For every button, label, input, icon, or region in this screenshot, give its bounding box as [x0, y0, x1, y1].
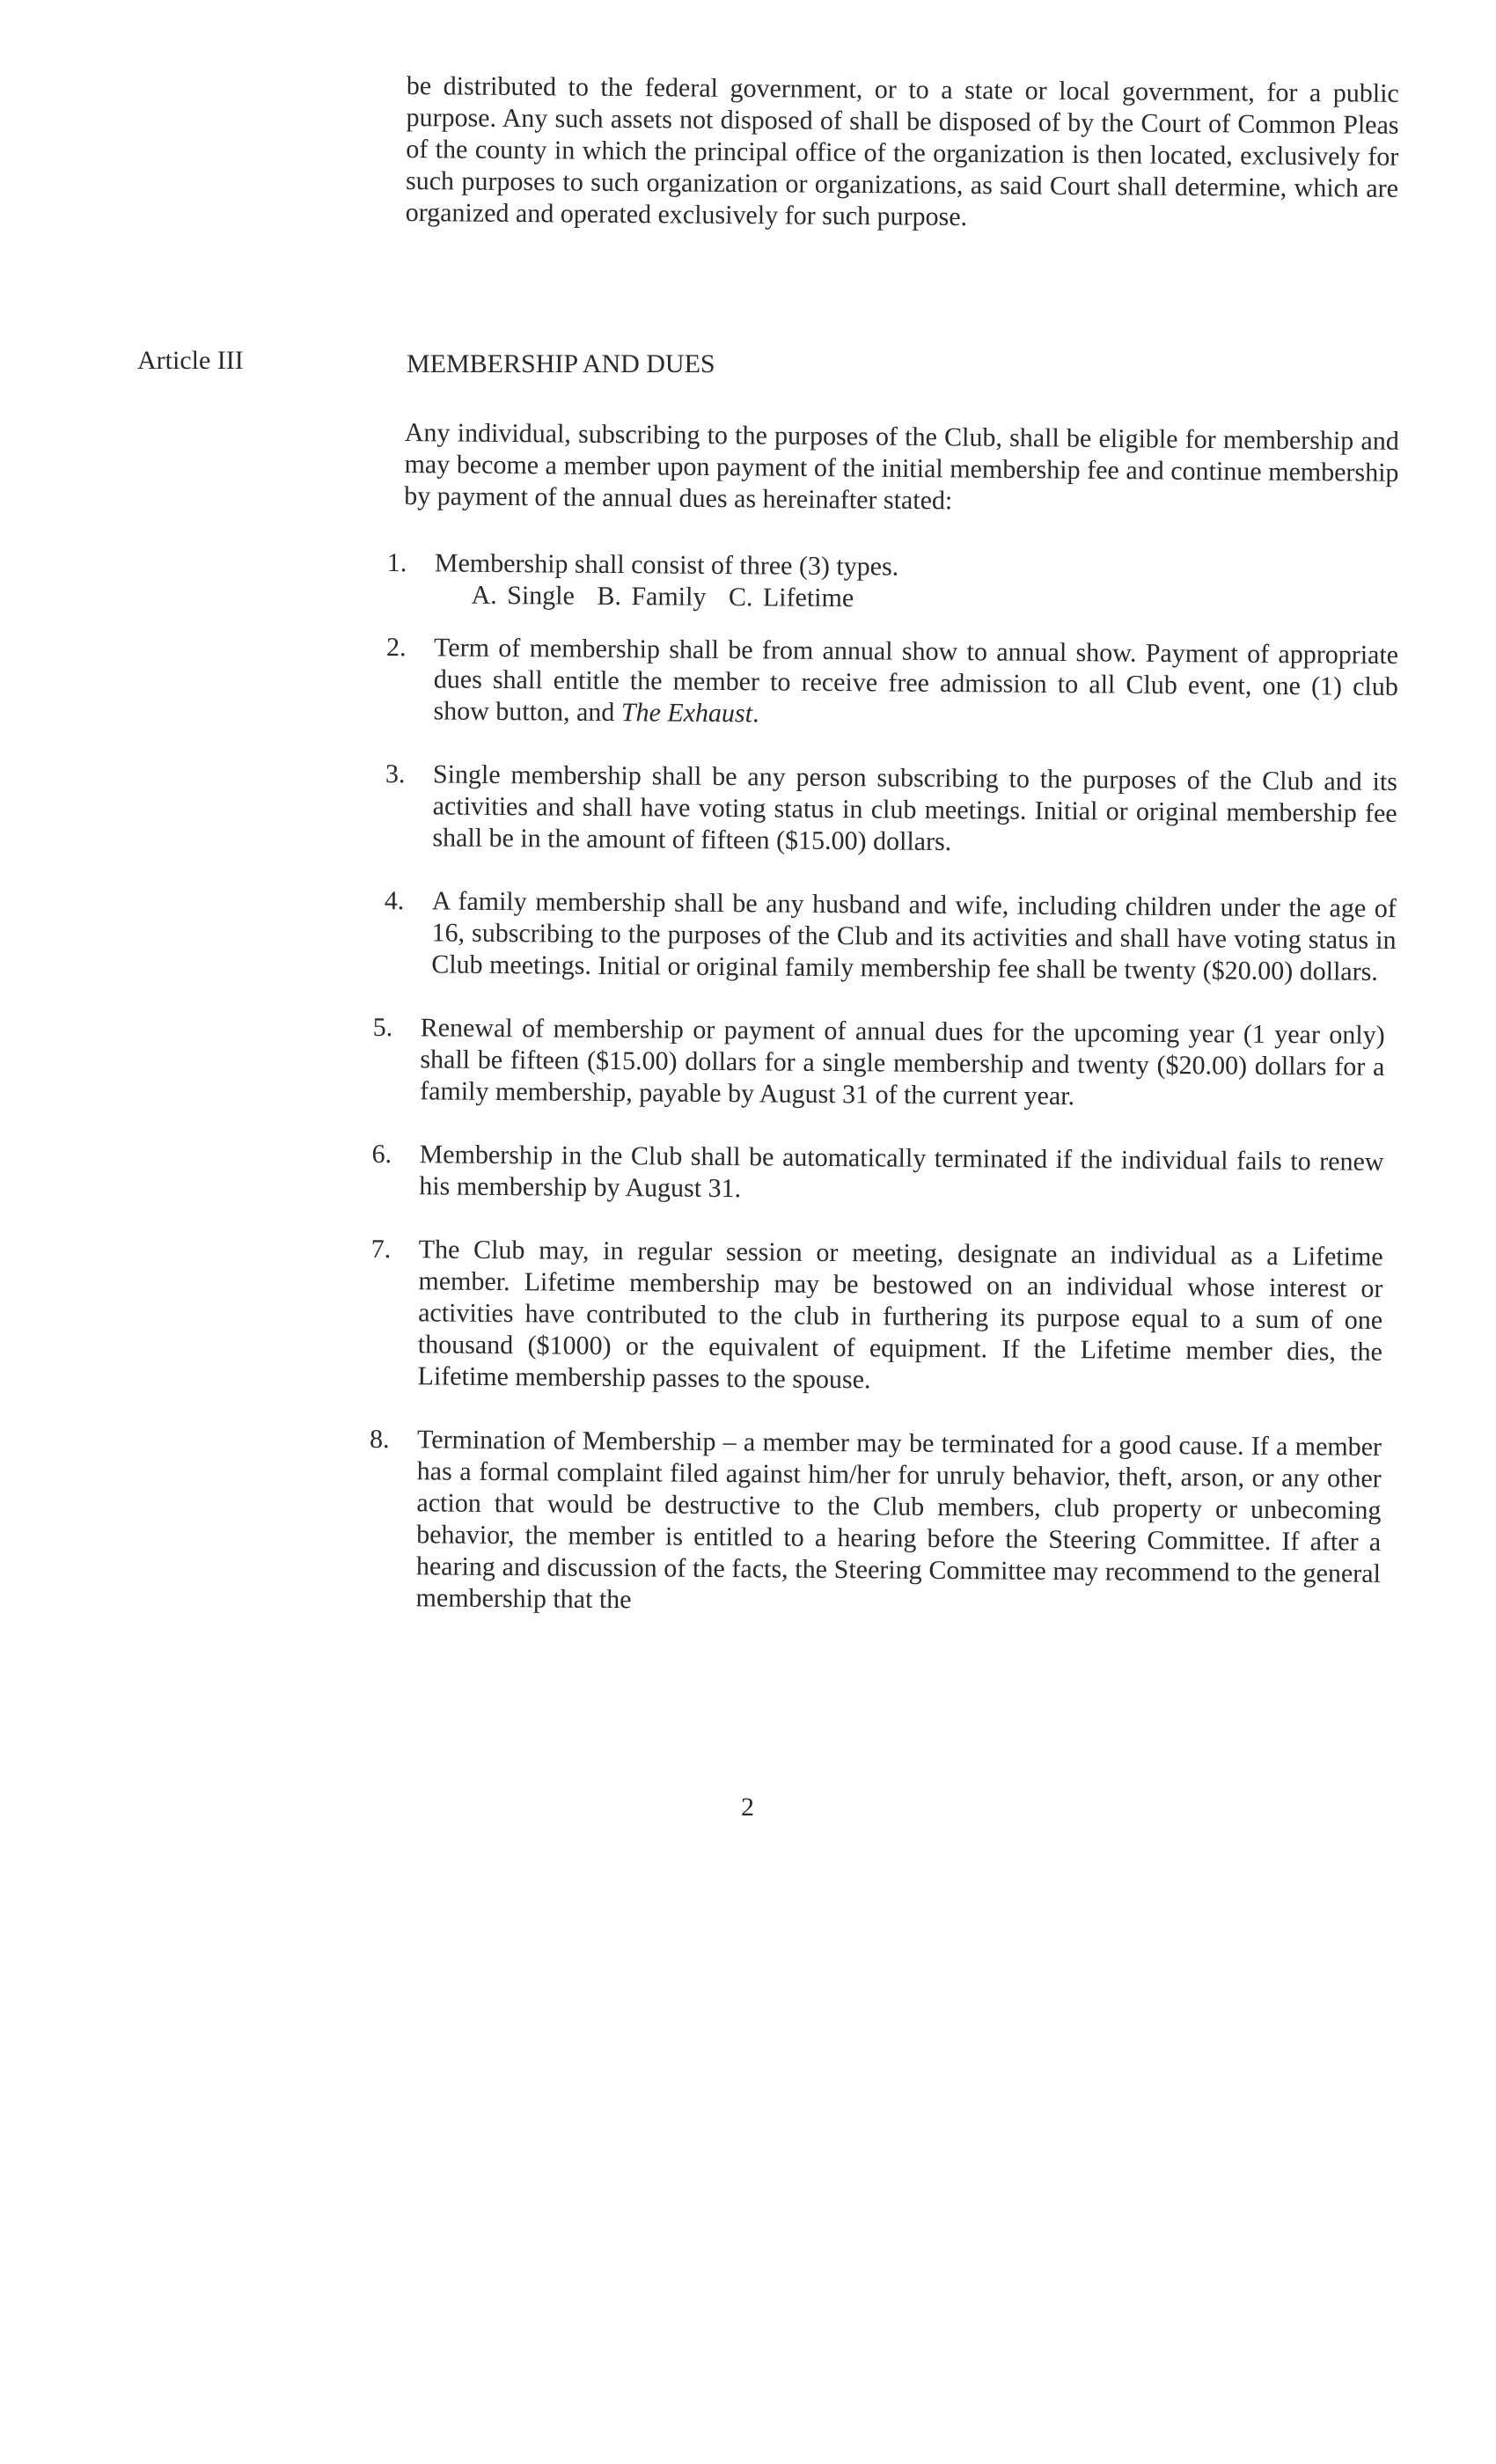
- membership-types: [434, 579, 1398, 619]
- list-item-number: 1.: [386, 547, 407, 578]
- intro-paragraph: be distributed to the federal government, or to a state or local government, for a public purpose. Any such assets not disposed of shall be disposed of by the Court of Common Pleas of the county in which the principal office of the organization is then located, exclusively for such purposes to such organization or organizations, as said Court shall determine, which are organized and operated exclusively for such purpose.: [405, 70, 1399, 232]
- list-item-number: 2.: [385, 632, 407, 663]
- list-item-text: Renewal of membership or payment of annual dues for the upcoming year (1 year only) shall be fifteen ($15.00) dollars for a single membership and twenty ($20.00) dollars for a family membership, payable by August 31 of the current year.: [420, 1013, 1385, 1111]
- membership-type-lifetime: C. Lifetime: [728, 583, 854, 613]
- list-item-number: 3.: [385, 759, 406, 789]
- article-heading: MEMBERSHIP AND DUES: [407, 349, 715, 378]
- list-item-text: A family membership shall be any husband and wife, including children under the age of 16, subscribing to the purposes of the Club and its activities and shall have voting status in Club meetings. Initial or original family membership fee shall be twenty ($20.00) dollars.: [431, 886, 1397, 986]
- membership-type-single: A. Single: [471, 580, 576, 611]
- list-item-text-main: Term of membership shall be from annual show to annual show. Payment of appropriate dues shall entitle the member to receive free admission to all Club event, one (1) club show button, and: [433, 633, 1399, 728]
- list-item: [370, 1234, 1382, 1400]
- list-item-text: The Club may, in regular session or meeting, designate an individual as a Lifetime member. Lifetime membership may be bestowed on an individual whose interest or activities have contributed to the club in furthering its purpose equal to a sum of one thousand ($1000) or the equivalent of equipment. If the Lifetime member dies, the Lifetime membership passes to the spouse.: [417, 1235, 1383, 1395]
- list-item: [371, 1139, 1384, 1210]
- list-item-text: Membership in the Club shall be automatically terminated if the individual fails to renew his membership by August 31.: [419, 1140, 1384, 1204]
- list-item-text: Single membership shall be any person subscribing to the purposes of the Club and its activities and shall have voting status in club meetings. Initial or original membership fee shall be in the amount of fifteen ($15.00) dollars.: [432, 759, 1398, 857]
- list-item-number: 4.: [384, 885, 405, 916]
- list-item-text: Membership shall consist of three (3) types.: [434, 548, 899, 582]
- membership-type-family: B. Family: [597, 581, 707, 612]
- list-item-number: 7.: [370, 1234, 392, 1265]
- list-item: [368, 1424, 1382, 1622]
- list-item: [372, 1012, 1385, 1115]
- list-item-number: 5.: [372, 1012, 393, 1043]
- membership-rules-list: [369, 547, 1399, 1622]
- article-label: Article III: [137, 346, 244, 375]
- list-item-text-end: .: [752, 699, 759, 729]
- list-item: [386, 547, 1399, 619]
- list-item-text: Termination of Membership – a member may be terminated for a good cause. If a member has a formal complaint filed against him/her for unruly behavior, theft, arson, or any other action that would be destructive to the Club members, club property or unbecoming behavior, the member is entitled to a hearing before the Steering Committee. If after a hearing and discussion of the facts, the Steering Committee may recommend to the general membership that the: [415, 1425, 1382, 1615]
- list-item-number: 6.: [371, 1139, 392, 1170]
- article-intro-paragraph: Any individual, subscribing to the purposes of the Club, shall be eligible for membership and may become a member upon payment of the initial membership fee and continue membership by payment of the annual dues as hereinafter stated:: [404, 417, 1399, 516]
- list-item: [385, 632, 1398, 735]
- list-item: [385, 759, 1397, 862]
- publication-title: The Exhaust: [620, 698, 753, 729]
- list-item-text: [433, 632, 1398, 735]
- list-item-number: 8.: [369, 1424, 390, 1455]
- page-number: 2: [741, 1793, 754, 1822]
- list-item: [384, 885, 1397, 988]
